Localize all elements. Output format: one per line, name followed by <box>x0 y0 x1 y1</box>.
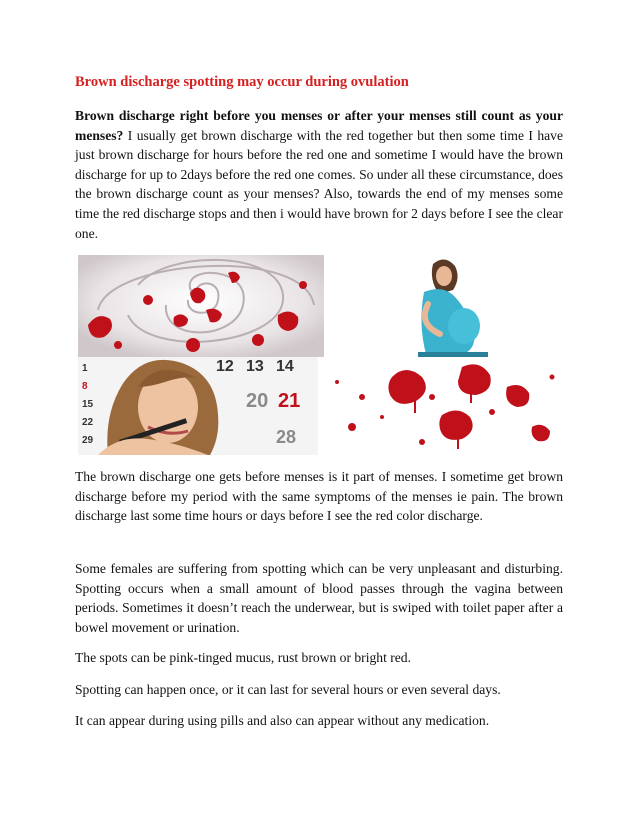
intro-bold-question: Brown discharge right before you menses or after your menses still count as your menses? <box>75 108 563 143</box>
pregnant-woman-image <box>378 252 514 357</box>
rose-blood-image <box>78 255 324 357</box>
document-heading: Brown discharge spotting may occur during ovulation <box>75 74 409 90</box>
calendar-number: 15 <box>82 399 94 410</box>
intro-text: I usually get brown discharge with the red together but then some time I have just brown discharge for hours before the red one and sometime I would have the brown discharge for up to 2days before the red one comes. So under all these circumstance, does the brown discharge count as your menses? Also, towards the end of my menses some time the red discharge stops and then i would have brown for 2 days before I see the clear one. <box>75 127 563 241</box>
calendar-number: 28 <box>276 427 297 447</box>
paragraph-pills: It can appear during using pills and also can appear without any medication. <box>75 713 490 728</box>
calendar-number: 29 <box>82 435 94 446</box>
blood-splatter-image <box>322 357 566 455</box>
calendar-number: 20 <box>246 390 269 412</box>
paragraph-spot-duration: Spotting can happen once, or it can last for several hours or even several days. <box>75 682 501 697</box>
calendar-number: 12 <box>216 358 234 375</box>
calendar-number: 14 <box>276 358 294 375</box>
paragraph-brown-before-menses: The brown discharge one gets before menses is it part of menses. I sometime get brown discharge before my period with the same symptoms of the menses ie pain. The brown discharge last some time hours or days before I see the red color discharge. <box>75 469 563 524</box>
intro-paragraph <box>75 106 563 243</box>
calendar-woman-image <box>78 357 318 455</box>
calendar-number: 8 <box>82 381 88 392</box>
paragraph-spotting-definition: Some females are suffering from spotting which can be very unpleasant and disturbing. Spotting occurs when a small amount of blood passes through the vagina between periods. Sometimes it doesn’t reach the underwear, but is swiped with toilet paper after a bowel movement or urination. <box>75 561 563 635</box>
calendar-number: 1 <box>82 363 88 374</box>
paragraph-spot-colors: The spots can be pink-tinged mucus, rust brown or bright red. <box>75 650 412 665</box>
calendar-number: 21 <box>278 390 301 412</box>
calendar-number: 13 <box>246 358 264 375</box>
calendar-number: 22 <box>82 417 94 428</box>
